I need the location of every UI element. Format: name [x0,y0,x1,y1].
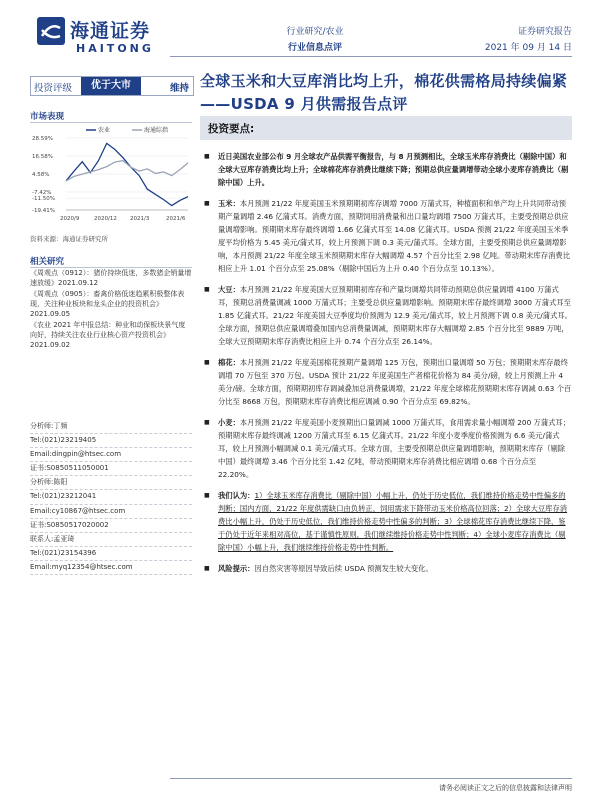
point-text: 本月预测 21/22 年度美国小麦预期出口量调减 1000 万蒲式耳，食用需求量小幅调増 200 万蒲式耳；预期期末库存最终调减 1200 万蒲式耳至 6.15 亿蒲式耳。21/22 年度小麦季度价格预测为 6.6 美元/蒲式耳，较上月预测小幅调减 0.1 美元/蒲式耳。全球方面，主要受预期总供应量调増影响，预期期末库存（剔除中国）最终调増 3.46 个百分比至 1.42 亿吨，带动预期期末库存消费比相应调増 0.68 个百分点至 22.20%。 [218,418,571,479]
point-text: 本月预测 21/22 年度美国玉米预期期初库存调増 7000 万蒲式耳，种植面积和单产均上升共同带动预期产量调増 2.46 亿蒲式耳。消费方面，预期饲用消费量和出口量均调増 7500 万蒲式耳，主要受预期总供应量调増影响。预期期末库存最终调増 1.66 亿蒲式耳至 14.08 亿蒲式耳。USDA 预测 21/22 年度美国玉米季度平均价格为 5.45 美元/蒲式耳，较上月预测下调 0.3 美元/蒲式耳。全球方面，主要受预期总供应量调増影响，本月预测 21/22 年度全球玉米预期期末库存大幅调増 4.57 个百分比至 2.98 亿吨。带动期末库存消费比相应上升 1.01 个百分点至 25.08%（剔除中国后为上升 0.40 个百分点至 10.13%）。 [218,199,571,273]
point-bold: 近日美国农业部公布 9 月全球农产品供需平衡报告，与 8 月预测相比，全球玉米库存消费比（剔除中国）和全球大豆库存消费比均上升；全球棉花库存消费比继续下降；预期总供应量调增带动全球小麦库存消费比（剔除中国）上升。 [218,152,569,187]
key-points-heading: 投资要点: [208,123,255,135]
x-tick-label: 2021/3 [130,216,150,222]
point-wheat [200,416,572,481]
chart-source: 资料来源：海通证券研究所 [30,235,108,243]
point-soybean [200,283,572,348]
analyst-line: 证书:S0850517020002 [30,519,192,533]
brand-cn: 海通证券 [70,20,151,42]
report-title: 全球玉米和大豆库消比均上升，棉花供需格局持续偏紧——USDA 9 月供需报告点评 [200,72,568,113]
haitong-logo-icon [36,16,66,46]
analyst-line: 分析师:陈阳 [30,476,192,490]
analyst-line: Tel:(021)23154396 [30,547,192,561]
header-divider [170,56,572,57]
point-corn [200,197,572,275]
point-lead: 风险提示： [218,564,255,573]
point-summary [200,150,572,189]
analyst-line[interactable]: Email:myq12354@htsec.com [30,561,192,575]
key-points-body [200,150,572,583]
brand-en: HAITONG [76,42,154,55]
point-text: 因自然灾害等原因导致后续 USDA 预测发生较大变化。 [254,564,433,573]
key-points-header [200,116,572,140]
point-risk [200,562,572,575]
y-tick-label: -7.42% [32,190,52,197]
analyst-line: Tel:(021)23219405 [30,434,192,448]
report-date: 2021 年 09 月 14 日 [484,43,572,53]
point-lead: 小麦： [218,418,240,427]
haitong-logo [36,12,166,56]
rating-status: 维持 [169,83,189,94]
related-heading: 相关研究 [30,257,65,267]
y-tick-label: 28.59% [32,136,53,142]
y-tick-label: 16.58% [32,154,53,161]
point-text: 本月预测 21/22 年度美国棉花预期产量调増 125 万包，预期出口量调増 50 万包；预期期末库存最终调増 70 万包至 370 万包。USDA 预计 21/22 年度美国生产者棉花价格为 84 美分/磅，较上月预测上升 4 美分/磅。全球方面，预期期初库存调减叠加总消费量调増，21/22 年度全球棉花预期期末库存调减 0.63 个百分比至 8668 万包，预期期末库存消费比相应调减 0.90 个百分点至 69.82%。 [218,358,572,406]
chart-grid [32,136,188,222]
related-list [30,268,192,351]
analyst-line: 联系人:孟亚琦 [30,533,192,547]
point-lead: 大豆： [218,285,240,294]
y-tick-label: -19.41% [32,208,55,214]
chart-legend [86,126,168,134]
y-tick-label: -11.50% [32,196,55,203]
point-lead: 我们认为： [218,491,255,500]
legend-label: 农业 [98,127,111,134]
market-chart [30,124,192,228]
x-tick-label: 2020/9 [60,216,80,222]
footer-divider [170,778,572,779]
report-category: 证券研究报告 [517,27,572,37]
analyst-line[interactable]: Email:dingpin@htsec.com [30,448,192,462]
point-cotton [200,356,572,408]
y-tick-label: 4.58% [32,172,50,179]
point-lead: 棉花： [218,358,240,367]
disclaimer-link[interactable]: 请务必阅读正文之后的信息披露和法律声明 [439,784,572,792]
related-item[interactable]: 《周观点（0905）：畜禽价格低迷趋累积极整体表现，关注种业板块和龙头企业的投资机会》2021.09.05 [30,290,185,318]
rating-box [30,76,194,96]
analyst-line: Tel:(021)23212041 [30,490,192,504]
report-type: 行业信息点评 [287,43,342,53]
chart-lines [66,143,188,205]
market-heading: 市场表现 [30,112,65,122]
x-tick-label: 2021/6 [166,216,186,222]
analyst-list [30,420,192,575]
industry-label: 行业研究/农业 [286,27,344,37]
analyst-line[interactable]: Email:cy10867@htsec.com [30,505,192,519]
x-tick-label: 2020/12 [94,216,117,222]
rating-value: 优于大市 [81,77,141,95]
related-item[interactable]: 《农业 2021 年中报总结：种业和动保板块景气度向好，持续关注农业行业核心资产投资机会》2021.09.02 [30,321,186,349]
related-item[interactable]: 《周观点（0912）：猪价持续低迷，多数猪企销量增速放缓》2021.09.12 [30,269,192,287]
analyst-line: 证书:S0850511050001 [30,462,192,476]
point-text: 本月预测 21/22 年度美国大豆预期期初库存和产量均调増共同带动预期总供应量调増 4100 万蒲式耳，预期总消费量调减 1000 万蒲式耳；主要受总供应量调増影响。预期期末库存最终调増 3000 万蒲式耳至 1.85 亿蒲式耳。21/22 年度美国大豆季度均价预测为 12.9 美元/蒲式耳，较上月预测下调 0.8 美元/蒲式耳。全球方面，预期总供应量调増叠加国内总消费量调减，预期期末库存大幅调増 2.85 个百分比至 9889 万吨，全球大豆预期期末库存消费比相应上升 0.74 个百分点至 26.14%。 [218,285,572,346]
point-view [200,489,572,554]
point-lead: 玉米： [218,199,240,208]
analyst-line: 分析师:丁频 [30,420,192,434]
rating-label: 投资评级 [34,83,73,94]
point-text: 1）全球玉米库存消费比（剔除中国）小幅上升，仍处于历史低位，我们维持价格走势中性偏多的判断；国内方面，21/22 年度供需缺口由负转正，饲用需求下降带动玉米价格高位回落；2）全球大豆库存消费比小幅上升，仍处于历史低位，我们维持价格走势中性偏多的判断；3）全球棉花库存消费比继续下降，鉴于仍处于近年来相对高位，基于谨慎性原则，我们继续维持价格走势中性判断；4）全球小麦库存消费比（剔除中国）小幅上升，我们继续维持价格走势中性判断。 [218,491,568,552]
market-divider [30,122,192,123]
legend-label: 海通综指 [144,127,169,134]
